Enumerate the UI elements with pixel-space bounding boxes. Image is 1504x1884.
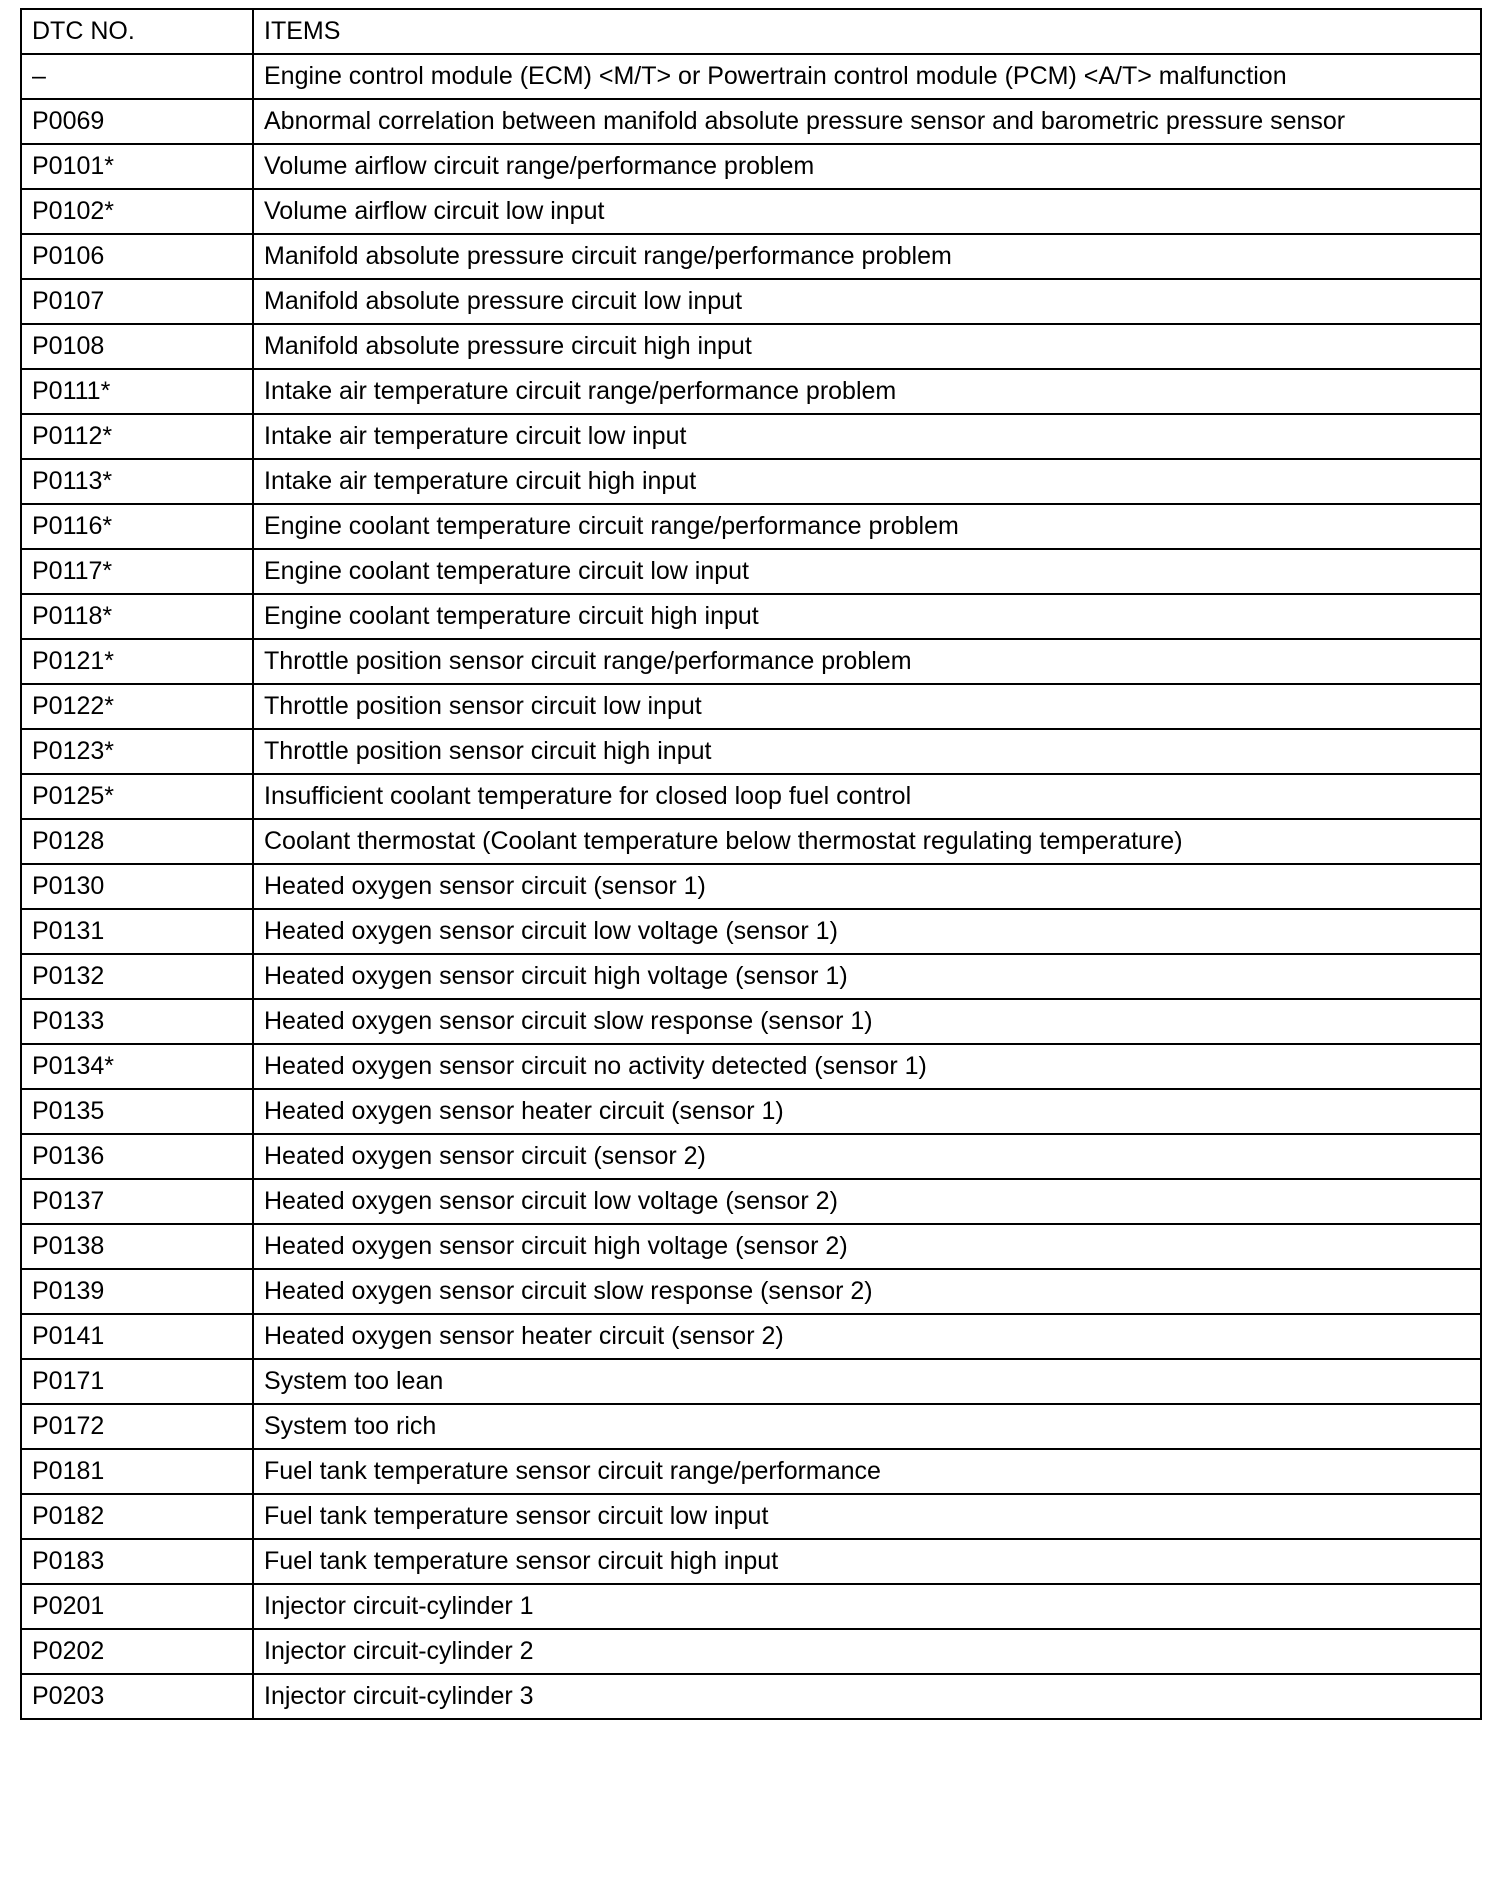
table-row xyxy=(21,1044,1481,1089)
cell-item-description: Heated oxygen sensor circuit slow response (sensor 1) xyxy=(253,999,1481,1044)
cell-dtc-number: P0131 xyxy=(21,909,253,954)
cell-item-description: Heated oxygen sensor circuit slow response (sensor 2) xyxy=(253,1269,1481,1314)
cell-dtc-number: P0182 xyxy=(21,1494,253,1539)
cell-dtc-number: P0171 xyxy=(21,1359,253,1404)
cell-item-description: System too rich xyxy=(253,1404,1481,1449)
cell-item-description: Injector circuit-cylinder 2 xyxy=(253,1629,1481,1674)
cell-dtc-number: P0112* xyxy=(21,414,253,459)
cell-dtc-number: P0203 xyxy=(21,1674,253,1719)
cell-item-description: Coolant thermostat (Coolant temperature below thermostat regulating temperature) xyxy=(253,819,1481,864)
table-row xyxy=(21,1629,1481,1674)
cell-dtc-number: P0133 xyxy=(21,999,253,1044)
cell-dtc-number: P0201 xyxy=(21,1584,253,1629)
table-row xyxy=(21,1314,1481,1359)
cell-dtc-number: P0113* xyxy=(21,459,253,504)
cell-dtc-number: P0111* xyxy=(21,369,253,414)
table-row xyxy=(21,909,1481,954)
cell-dtc-number: P0122* xyxy=(21,684,253,729)
cell-dtc-number: P0136 xyxy=(21,1134,253,1179)
table-row xyxy=(21,54,1481,99)
cell-item-description: Injector circuit-cylinder 3 xyxy=(253,1674,1481,1719)
cell-dtc-number: P0141 xyxy=(21,1314,253,1359)
table-row xyxy=(21,1179,1481,1224)
cell-item-description: System too lean xyxy=(253,1359,1481,1404)
cell-item-description: Heated oxygen sensor heater circuit (sensor 2) xyxy=(253,1314,1481,1359)
table-row xyxy=(21,864,1481,909)
table-row xyxy=(21,684,1481,729)
cell-item-description: Injector circuit-cylinder 1 xyxy=(253,1584,1481,1629)
cell-item-description: Volume airflow circuit range/performance problem xyxy=(253,144,1481,189)
cell-item-description: Heated oxygen sensor circuit high voltage (sensor 2) xyxy=(253,1224,1481,1269)
cell-item-description: Throttle position sensor circuit range/performance problem xyxy=(253,639,1481,684)
cell-item-description: Heated oxygen sensor circuit (sensor 1) xyxy=(253,864,1481,909)
cell-dtc-number: P0130 xyxy=(21,864,253,909)
column-header-items: ITEMS xyxy=(253,9,1481,54)
table-row xyxy=(21,189,1481,234)
cell-dtc-number: P0138 xyxy=(21,1224,253,1269)
table-row xyxy=(21,1539,1481,1584)
cell-dtc-number: P0116* xyxy=(21,504,253,549)
cell-dtc-number: P0108 xyxy=(21,324,253,369)
table-body xyxy=(21,9,1481,1719)
table-row xyxy=(21,144,1481,189)
cell-item-description: Intake air temperature circuit high input xyxy=(253,459,1481,504)
cell-dtc-number: P0137 xyxy=(21,1179,253,1224)
cell-item-description: Insufficient coolant temperature for closed loop fuel control xyxy=(253,774,1481,819)
cell-item-description: Throttle position sensor circuit low input xyxy=(253,684,1481,729)
table-row xyxy=(21,549,1481,594)
cell-dtc-number: P0128 xyxy=(21,819,253,864)
table-row xyxy=(21,1224,1481,1269)
cell-dtc-number: P0125* xyxy=(21,774,253,819)
table-row xyxy=(21,324,1481,369)
cell-item-description: Heated oxygen sensor circuit (sensor 2) xyxy=(253,1134,1481,1179)
table-row xyxy=(21,99,1481,144)
cell-dtc-number: P0183 xyxy=(21,1539,253,1584)
cell-dtc-number: P0107 xyxy=(21,279,253,324)
table-row xyxy=(21,729,1481,774)
cell-item-description: Fuel tank temperature sensor circuit high input xyxy=(253,1539,1481,1584)
cell-item-description: Intake air temperature circuit low input xyxy=(253,414,1481,459)
table-row xyxy=(21,1269,1481,1314)
table-row xyxy=(21,954,1481,999)
table-row xyxy=(21,369,1481,414)
cell-item-description: Throttle position sensor circuit high input xyxy=(253,729,1481,774)
table-row xyxy=(21,234,1481,279)
table-row xyxy=(21,279,1481,324)
cell-dtc-number: P0202 xyxy=(21,1629,253,1674)
cell-item-description: Manifold absolute pressure circuit range/performance problem xyxy=(253,234,1481,279)
cell-dtc-number: P0101* xyxy=(21,144,253,189)
cell-item-description: Heated oxygen sensor circuit no activity detected (sensor 1) xyxy=(253,1044,1481,1089)
dtc-code-table xyxy=(20,8,1482,1720)
cell-item-description: Heated oxygen sensor heater circuit (sensor 1) xyxy=(253,1089,1481,1134)
cell-item-description: Heated oxygen sensor circuit low voltage (sensor 1) xyxy=(253,909,1481,954)
cell-dtc-number: P0132 xyxy=(21,954,253,999)
cell-dtc-number: P0106 xyxy=(21,234,253,279)
table-row xyxy=(21,639,1481,684)
cell-item-description: Engine coolant temperature circuit range/performance problem xyxy=(253,504,1481,549)
table-row xyxy=(21,819,1481,864)
table-row xyxy=(21,459,1481,504)
cell-dtc-number: P0139 xyxy=(21,1269,253,1314)
table-row xyxy=(21,1494,1481,1539)
table-row xyxy=(21,1089,1481,1134)
cell-dtc-number: P0102* xyxy=(21,189,253,234)
table-header-row xyxy=(21,9,1481,54)
cell-item-description: Manifold absolute pressure circuit high input xyxy=(253,324,1481,369)
table-row xyxy=(21,1449,1481,1494)
table-row xyxy=(21,1674,1481,1719)
cell-item-description: Manifold absolute pressure circuit low input xyxy=(253,279,1481,324)
column-header-dtc-no: DTC NO. xyxy=(21,9,253,54)
cell-dtc-number: P0117* xyxy=(21,549,253,594)
cell-item-description: Heated oxygen sensor circuit low voltage (sensor 2) xyxy=(253,1179,1481,1224)
cell-dtc-number: P0181 xyxy=(21,1449,253,1494)
cell-item-description: Abnormal correlation between manifold absolute pressure sensor and barometric pressure sensor xyxy=(253,99,1481,144)
cell-dtc-number: P0172 xyxy=(21,1404,253,1449)
cell-item-description: Heated oxygen sensor circuit high voltage (sensor 1) xyxy=(253,954,1481,999)
table-row xyxy=(21,1404,1481,1449)
cell-item-description: Intake air temperature circuit range/performance problem xyxy=(253,369,1481,414)
cell-item-description: Engine coolant temperature circuit high input xyxy=(253,594,1481,639)
table-row xyxy=(21,504,1481,549)
cell-dtc-number: P0134* xyxy=(21,1044,253,1089)
table-row xyxy=(21,1134,1481,1179)
cell-dtc-number: P0118* xyxy=(21,594,253,639)
cell-item-description: Fuel tank temperature sensor circuit low input xyxy=(253,1494,1481,1539)
table-row xyxy=(21,999,1481,1044)
table-row xyxy=(21,1584,1481,1629)
cell-item-description: Engine control module (ECM) <M/T> or Powertrain control module (PCM) <A/T> malfunction xyxy=(253,54,1481,99)
table-row xyxy=(21,1359,1481,1404)
cell-dtc-number: P0121* xyxy=(21,639,253,684)
cell-item-description: Volume airflow circuit low input xyxy=(253,189,1481,234)
cell-dtc-number: P0069 xyxy=(21,99,253,144)
cell-item-description: Engine coolant temperature circuit low input xyxy=(253,549,1481,594)
cell-dtc-number: – xyxy=(21,54,253,99)
table-row xyxy=(21,774,1481,819)
cell-dtc-number: P0135 xyxy=(21,1089,253,1134)
cell-item-description: Fuel tank temperature sensor circuit range/performance xyxy=(253,1449,1481,1494)
table-row xyxy=(21,594,1481,639)
cell-dtc-number: P0123* xyxy=(21,729,253,774)
table-row xyxy=(21,414,1481,459)
